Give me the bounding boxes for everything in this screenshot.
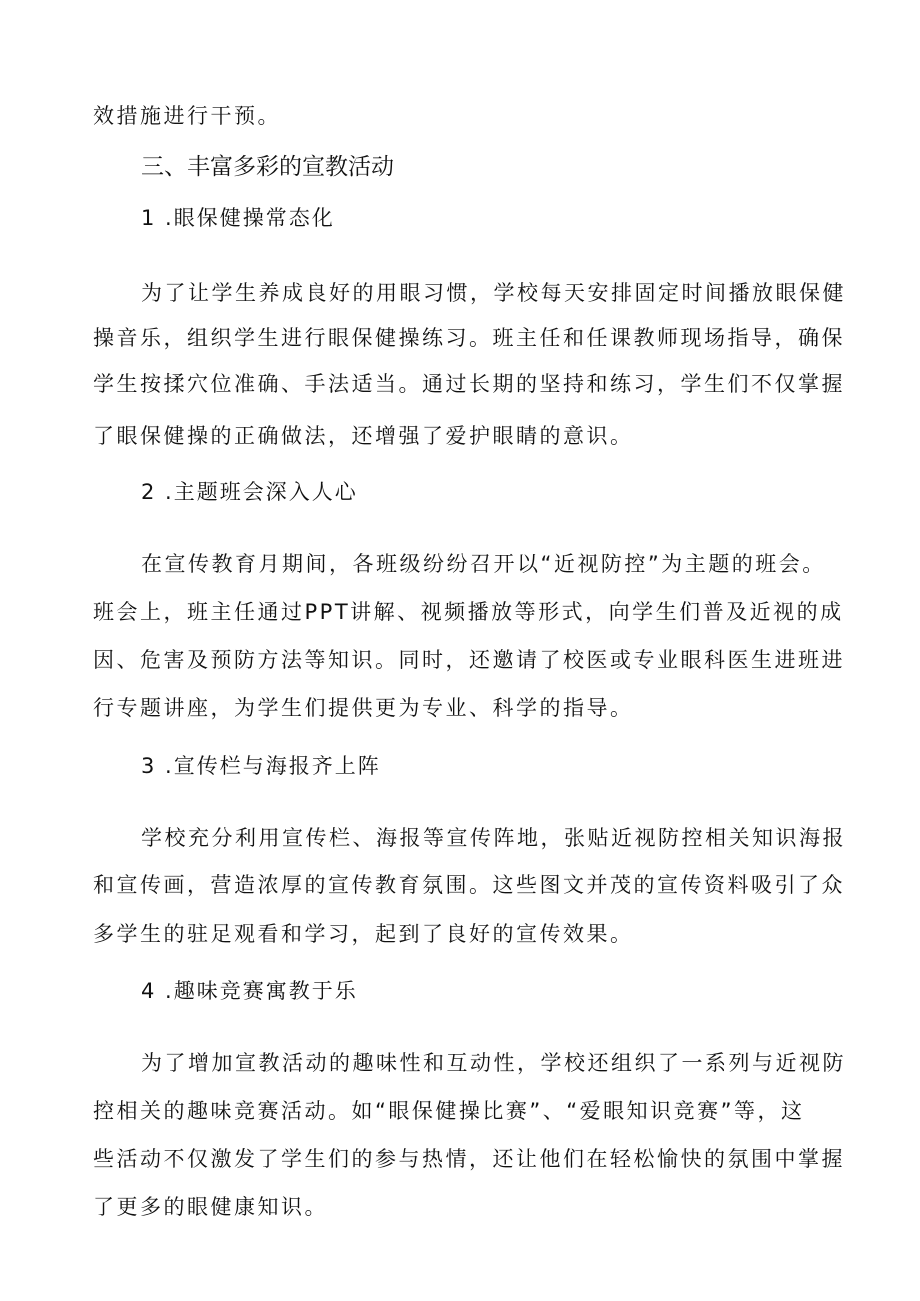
item-title-3: 3 .宣传栏与海报齐上阵 (141, 754, 381, 778)
paragraph-line: 多学生的驻足观看和学习，起到了良好的宣传效果。 (93, 922, 634, 946)
paragraph-line: 些活动不仅激发了学生们的参与热情，还让他们在轻松愉快的氛围中掌握 (93, 1147, 845, 1171)
paragraph-line: 学生按揉穴位准确、手法适当。通过长期的坚持和练习，学生们不仅掌握 (93, 372, 845, 396)
item-title-1: 1 .眼保健操常态化 (141, 206, 335, 230)
continuation-text: 效措施进行干预。 (93, 104, 281, 128)
paragraph-line: 了更多的眼健康知识。 (93, 1195, 328, 1219)
paragraph-line: 班会上，班主任通过PPT讲解、视频播放等形式，向学生们普及近视的成 (93, 600, 844, 624)
paragraph-line: 学校充分利用宣传栏、海报等宣传阵地，张贴近视防控相关知识海报 (141, 826, 846, 850)
paragraph-line: 控相关的趣味竞赛活动。如“眼保健操比赛”、“爱眼知识竞赛”等，这 (93, 1099, 805, 1123)
paragraph-line: 在宣传教育月期间，各班级纷纷召开以“近视防控”为主题的班会。 (141, 552, 826, 576)
item-title-4: 4 .趣味竞赛寓教于乐 (141, 979, 358, 1003)
paragraph-line: 操音乐，组织学生进行眼保健操练习。班主任和任课教师现场指导，确保 (93, 326, 845, 350)
paragraph-line: 行专题讲座，为学生们提供更为专业、科学的指导。 (93, 696, 634, 720)
paragraph-line: 和宣传画，营造浓厚的宣传教育氛围。这些图文并茂的宣传资料吸引了众 (93, 873, 845, 897)
paragraph-line: 为了让学生养成良好的用眼习惯，学校每天安排固定时间播放眼保健 (141, 281, 846, 305)
section-heading: 三、丰富多彩的宣教活动 (141, 154, 394, 180)
item-title-2: 2 .主题班会深入人心 (141, 480, 358, 504)
paragraph-line: 因、危害及预防方法等知识。同时，还邀请了校医或专业眼科医生进班进 (93, 648, 845, 672)
paragraph-line: 了眼保健操的正确做法，还增强了爱护眼睛的意识。 (93, 424, 634, 448)
paragraph-line: 为了增加宣教活动的趣味性和互动性，学校还组织了一系列与近视防 (141, 1051, 846, 1075)
